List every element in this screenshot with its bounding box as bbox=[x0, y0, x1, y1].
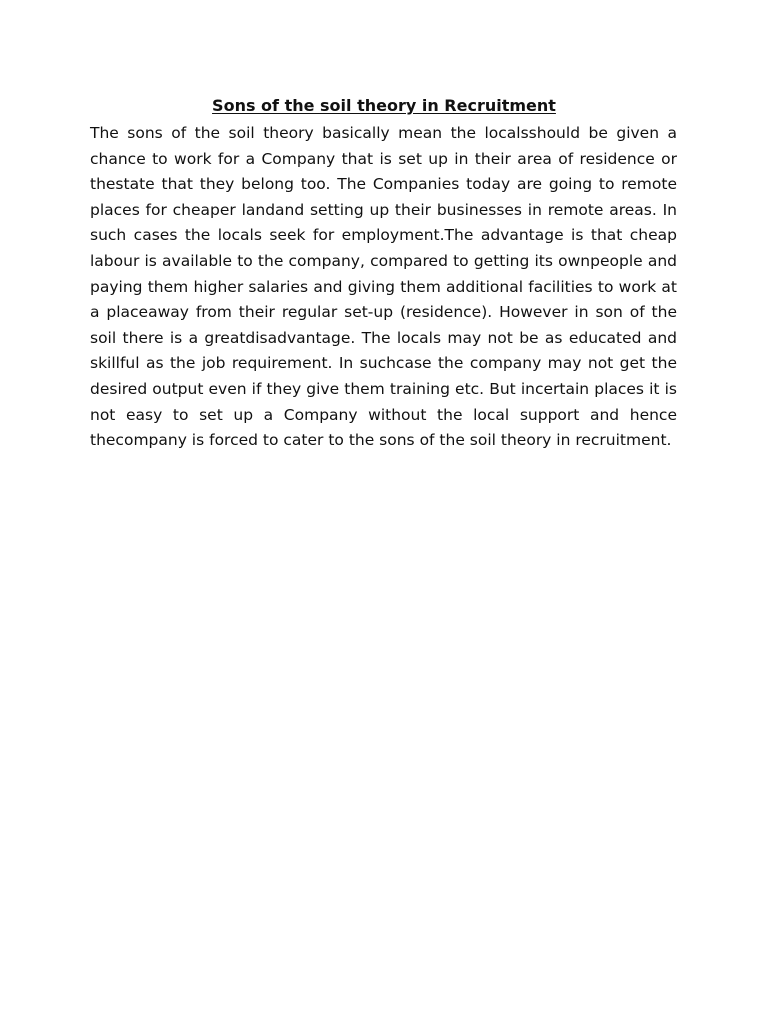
document-title: Sons of the soil theory in Recruitment bbox=[212, 96, 556, 115]
document-body-paragraph: The sons of the soil theory basically mean the localsshould be given a chance to work for a Company that is set up in their area of residence or thestate that they belong too. The Companies today are going to remote places for cheaper landand setting up their businesses in remote areas. In such cases the locals seek for employment.The advantage is that cheap labour is available to the company, compared to getting its ownpeople and paying them higher salaries and giving them additional facilities to work at a placeaway from their regular set-up (residence). However in son of the soil there is a greatdisadvantage. The locals may not be as educated and skillful as the job requirement. In suchcase the company may not get the desired output even if they give them training etc. But incertain places it is not easy to set up a Company without the local support and hence thecompany is forced to cater to the sons of the soil theory in recruitment. bbox=[90, 124, 677, 450]
